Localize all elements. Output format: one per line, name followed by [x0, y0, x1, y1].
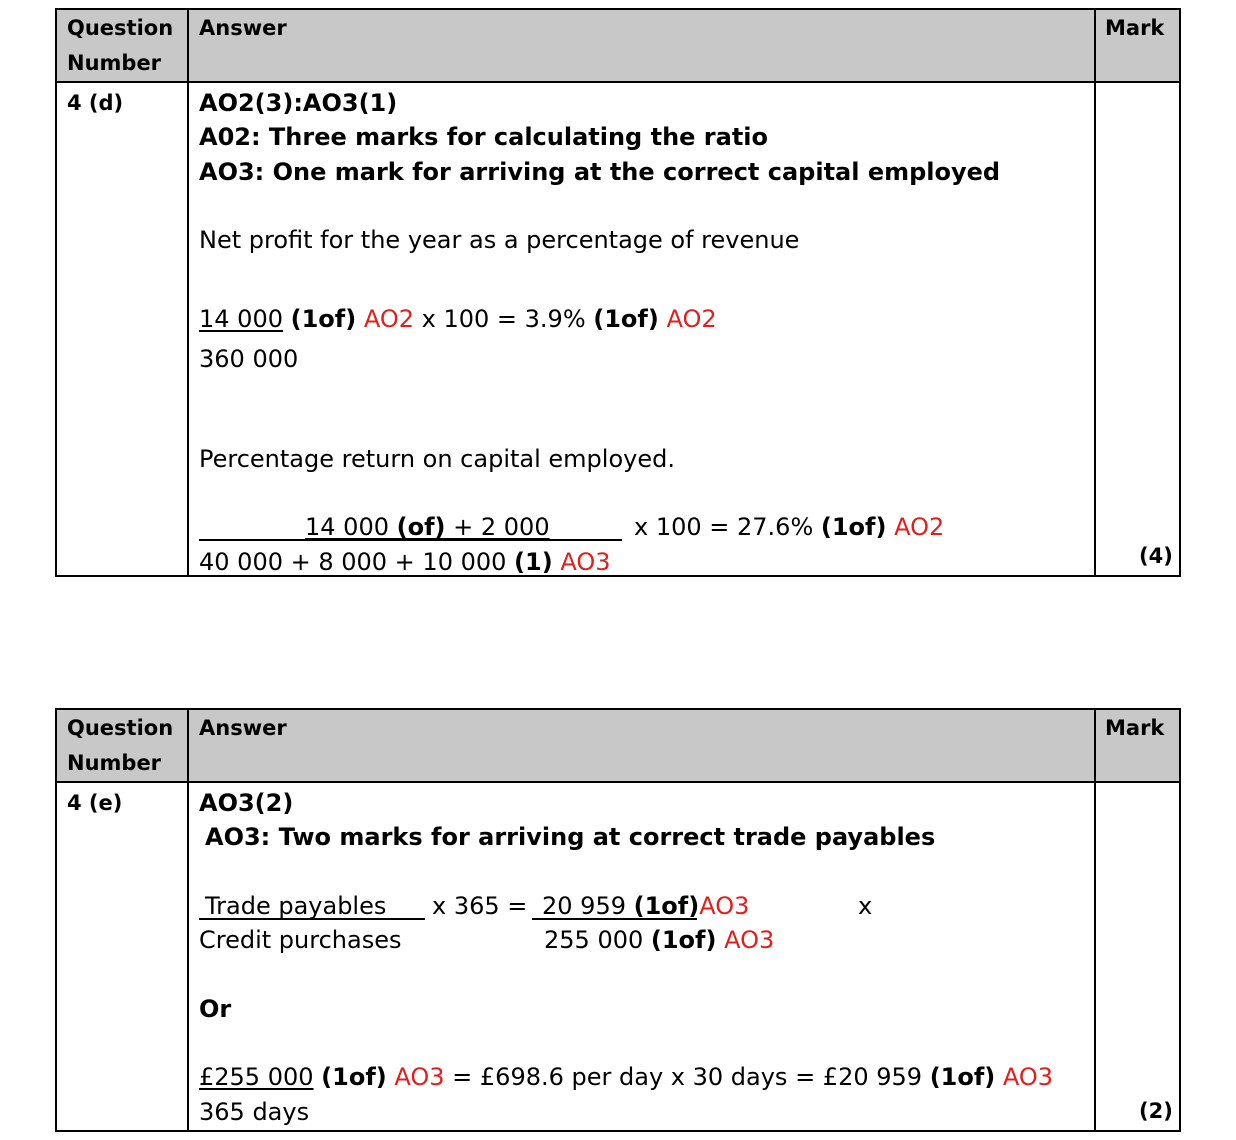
- ao3-description: AO3: One mark for arriving at the correct capital employed: [199, 158, 1001, 186]
- total-mark: (4): [1139, 544, 1173, 568]
- header-mark: Mark: [1105, 16, 1165, 40]
- header-answer: Answer: [199, 716, 287, 740]
- trade-payables-value: 20 959: [542, 892, 626, 920]
- column-divider: [1094, 710, 1096, 1130]
- trade-payables-label: Trade payables: [205, 892, 387, 920]
- header-number: Number: [67, 751, 162, 775]
- credit-purchases-value-line: [544, 925, 774, 955]
- mark-badge: (1): [514, 548, 553, 576]
- question-number: 4 (e): [67, 791, 123, 815]
- column-divider: [187, 10, 189, 575]
- days-multiplier: x 365 =: [432, 892, 528, 920]
- ao-tag: AO2: [894, 513, 945, 541]
- net-profit-heading: Net profit for the year as a percentage of revenue: [199, 226, 800, 254]
- mark-scheme-table-4d: [55, 8, 1181, 577]
- roce-denominator: 40 000 + 8 000 + 10 000: [199, 548, 507, 576]
- header-number: Number: [67, 51, 162, 75]
- net-profit-denominator: 360 000: [199, 345, 299, 373]
- ao-tag: AO2: [363, 305, 414, 333]
- mark-scheme-table-4e: [55, 708, 1181, 1132]
- roce-numerator: 14 000: [305, 513, 389, 541]
- header-answer: Answer: [199, 16, 287, 40]
- total-mark: (2): [1139, 1099, 1173, 1123]
- alternative-calculation: = £698.6 per day x 30 days = £20 959: [452, 1063, 923, 1091]
- net-profit-numerator-line: [199, 304, 717, 334]
- mark-badge: (1of): [290, 305, 357, 333]
- mark-badge: (of): [396, 513, 446, 541]
- ao-tag: AO3: [394, 1063, 445, 1091]
- alternative-method-line: [199, 1062, 1053, 1092]
- question-number: 4 (d): [67, 91, 124, 115]
- roce-result: x 100 = 27.6%: [634, 513, 814, 541]
- net-profit-result: x 100 = 3.9%: [421, 305, 586, 333]
- roce-numerator-add: + 2 000: [453, 513, 550, 541]
- mark-badge: (1of): [929, 1063, 996, 1091]
- ao-tag: AO3: [1002, 1063, 1054, 1091]
- mark-badge: (1of): [650, 926, 717, 954]
- mark-badge: (1of): [321, 1063, 387, 1091]
- roce-result-line: [634, 512, 944, 542]
- mark-badge: (1of): [820, 513, 887, 541]
- credit-purchases-value: 255 000: [544, 926, 644, 954]
- ao-tag: AO3: [699, 892, 750, 920]
- roce-heading: Percentage return on capital employed.: [199, 445, 675, 473]
- mark-badge: (1of): [593, 305, 659, 333]
- roce-numerator-line: [305, 512, 550, 542]
- header-question: Question: [67, 716, 174, 740]
- trade-payables-value-line: [542, 891, 749, 921]
- or-separator: Or: [199, 995, 232, 1023]
- net-profit-numerator: 14 000: [199, 305, 283, 333]
- alternative-numerator: £255 000: [199, 1063, 314, 1091]
- ao-allocation: AO2(3):AO3(1): [199, 89, 398, 117]
- roce-denominator-line: [199, 547, 610, 577]
- alternative-denominator: 365 days: [199, 1098, 310, 1126]
- mark-badge: (1of): [633, 892, 700, 920]
- ao3-description: AO3: Two marks for arriving at correct trade payables: [205, 823, 936, 851]
- column-divider: [1094, 10, 1096, 575]
- ao-allocation: AO3(2): [199, 789, 294, 817]
- header-mark: Mark: [1105, 716, 1165, 740]
- column-divider: [187, 710, 189, 1130]
- ao2-description: A02: Three marks for calculating the ratio: [199, 123, 769, 151]
- ao-tag: AO3: [560, 548, 611, 576]
- ao-tag: AO3: [724, 926, 775, 954]
- multiply-sign: x: [858, 892, 873, 920]
- credit-purchases-label: Credit purchases: [199, 926, 402, 954]
- header-question: Question: [67, 16, 174, 40]
- ao-tag: AO2: [666, 305, 717, 333]
